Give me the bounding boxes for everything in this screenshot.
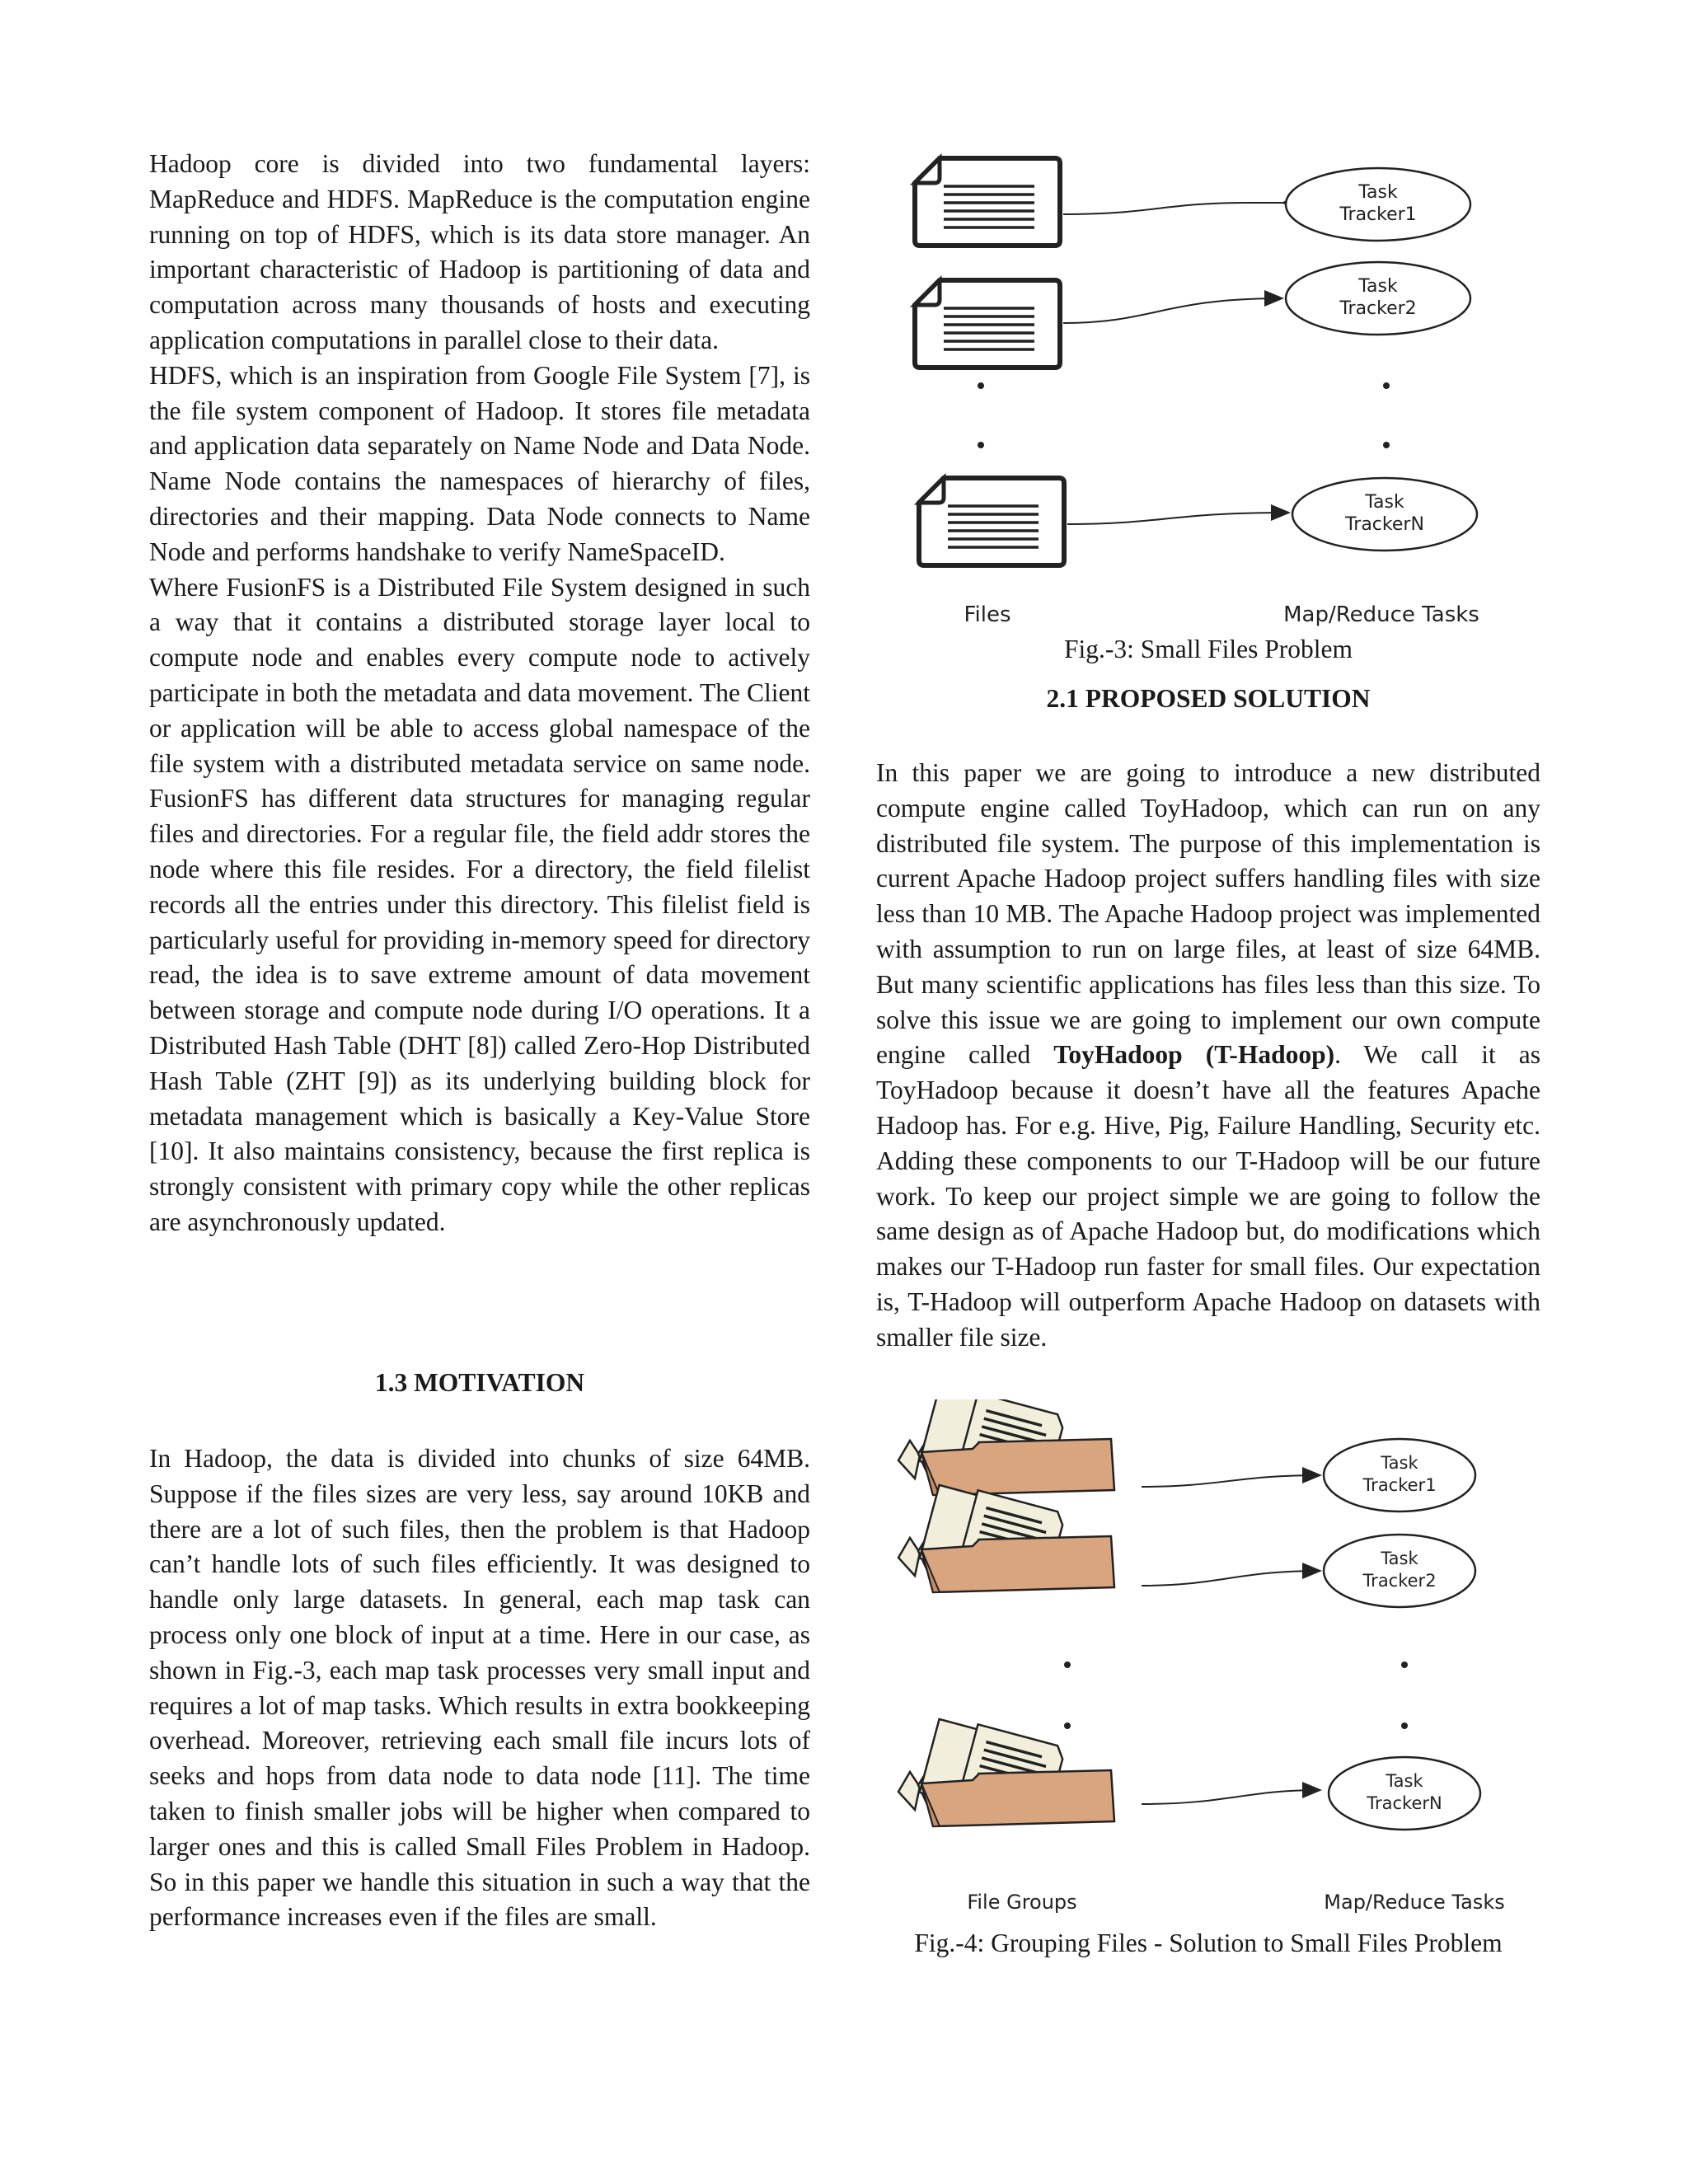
svg-text:Tracker1: Tracker1: [1362, 1475, 1437, 1495]
paragraph-hdfs: HDFS, which is an inspiration from Google File System [7], is the file system component of Hadoop. It stores file metadata and application data separately on Name Node and Data Node. Name Node contains the namespaces of hierarchy of files, directories and their mapping. Data Node connects to Name Node and performs handshake to verify NameSpaceID.: [149, 360, 810, 566]
task-tracker-2: [1324, 1535, 1475, 1607]
proposed-text-part-2: . We call it as ToyHadoop because it doesn’t have all the features Apache Hadoop has. For e.g. Hive, Pig, Failure Handling, Security etc. Adding these components to our T-Hadoop will be our future work. To keep our project simple we are going to follow the same design as of Apache Hadoop but, do modifications which makes our T-Hadoop run faster for small files. Our expectation is, T-Hadoop will outperform Apache Hadoop on datasets with smaller file size.: [876, 1040, 1540, 1352]
task-tracker-1: [1286, 168, 1470, 241]
ellipsis-dots: [1064, 1661, 1408, 1729]
motivation-heading: 1.3 MOTIVATION: [374, 1368, 585, 1397]
file-icon: [915, 280, 1060, 368]
paragraph-motivation: In Hadoop, the data is divided into chunks of size 64MB. Suppose if the files sizes are very less, say around 10KB and there are a lot of such files, then the problem is that Hadoop can’t handle lots of such files efficiently. It was designed to handle only large datasets. In general, each map task can process only one block of input at a time. Here in our case, as shown in Fig.-3, each map task processes very small input and requires a lot of map tasks. Which results in extra bookkeeping overhead. Moreover, retrieving each small file incurs lots of seeks and hops from data node to data node [11]. The time taken to finish smaller jobs will be higher when compared to larger ones and this is called Small Files Problem in Hadoop. So in this paper we handle this situation in such a way that the performance increases even if the files are small.: [149, 1444, 810, 1932]
arrow: [1142, 1571, 1320, 1586]
file-icon: [915, 158, 1060, 246]
svg-text:Tracker1: Tracker1: [1339, 204, 1417, 225]
paragraph-hadoop-core: Hadoop core is divided into two fundamental layers: MapReduce and HDFS. MapReduce is the computation engine running on top of HDFS, which is its data store manager. An important characteristic of Hadoop is partitioning of data and computation across many thousands of hosts and executing application computations in parallel close to their data.: [149, 149, 810, 354]
svg-text:Task: Task: [1365, 492, 1404, 513]
svg-text:TrackerN: TrackerN: [1367, 1793, 1442, 1813]
svg-text:TrackerN: TrackerN: [1345, 514, 1424, 535]
motivation-text-block: [149, 1441, 810, 1935]
figure-3: [890, 140, 1550, 635]
arrow: [1142, 1475, 1320, 1487]
arrow: [1063, 298, 1282, 323]
files-label: Files: [964, 602, 1011, 627]
toyhadoop-bold: ToyHadoop (T-Hadoop): [1053, 1040, 1335, 1070]
arrow: [1142, 1790, 1320, 1804]
file-icon: [919, 478, 1064, 565]
file-group-icon: [898, 1480, 1114, 1592]
paragraph-fusionfs: Where FusionFS is a Distributed File System designed in such a way that it contains a distributed storage layer local to compute node and enables every compute node to actively participate in both the metadata and data movement. The Client or application will be able to access global namespace of the file system with a distributed metadata service on same node. FusionFS has different data structures for managing regular files and directories. For a regular file, the field addr stores the node where this file resides. For a directory, the field filelist records all the entries under this directory. This filelist field is particularly useful for providing in-memory speed for directory read, the idea is to save extreme amount of data movement between storage and compute node during I/O operations. It a Distributed Hash Table (DHT [8]) called Zero-Hop Distributed Hash Table (ZHT [9]) as its underlying building block for metadata management which is basically a Key-Value Store [10]. It also maintains consistency, because the first replica is strongly consistent with primary copy while the other replicas are asynchronously updated.: [149, 572, 810, 1236]
grouping-files-diagram: [890, 1399, 1541, 1919]
file-group-icon: [898, 1399, 1114, 1495]
file-group-icon: [898, 1714, 1114, 1826]
ellipsis-dots: [978, 382, 1390, 448]
svg-text:Tracker2: Tracker2: [1339, 298, 1417, 319]
task-tracker-n: [1292, 478, 1477, 551]
small-files-diagram: [890, 140, 1550, 635]
paragraph-proposed-solution: [876, 756, 1540, 1356]
task-tracker-2: [1286, 262, 1470, 335]
left-column: [149, 147, 810, 1240]
svg-text:Task: Task: [1358, 276, 1398, 297]
svg-text:Tracker2: Tracker2: [1362, 1571, 1437, 1591]
proposed-text-part-1: In this paper we are going to introduce a new distributed compute engine called ToyHadoop, which can run on any distributed file system. The purpose of this implementation is current Apache Hadoop project suffers handling files with size less than 10 MB. The Apache Hadoop project was implemented with assumption to run on large files, at least of size 64MB. But many scientific applications has files less than this size. To solve this issue we are going to implement our own compute engine called: [876, 758, 1540, 1070]
file-groups-label: File Groups: [967, 1891, 1077, 1914]
svg-text:Task: Task: [1386, 1771, 1423, 1791]
figure-4-caption: Fig.-4: Grouping Files - Solution to Small Files Problem: [914, 1929, 1503, 1957]
svg-text:Task: Task: [1358, 182, 1398, 203]
map-reduce-tasks-label: Map/Reduce Tasks: [1283, 602, 1479, 627]
task-tracker-1: [1324, 1439, 1475, 1511]
figure-3-caption: Fig.-3: Small Files Problem: [1063, 635, 1353, 663]
arrow: [1063, 203, 1290, 214]
figure-4: [890, 1399, 1541, 1919]
map-reduce-tasks-label: Map/Reduce Tasks: [1324, 1891, 1505, 1914]
task-tracker-n: [1329, 1757, 1480, 1830]
svg-text:Task: Task: [1381, 1549, 1418, 1568]
svg-text:Task: Task: [1381, 1453, 1418, 1473]
proposed-solution-text-block: [876, 756, 1540, 1356]
proposed-solution-heading: 2.1 PROPOSED SOLUTION: [1046, 684, 1371, 713]
arrow: [1067, 513, 1289, 524]
